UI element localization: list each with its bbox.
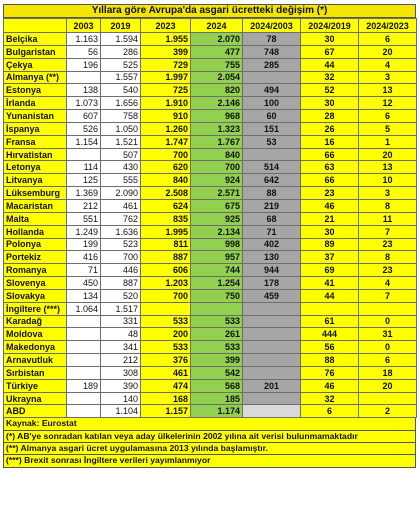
country-cell[interactable]: ABD — [4, 405, 67, 418]
table-row — [4, 328, 417, 341]
country-cell[interactable]: Slovakya — [4, 289, 67, 302]
change-2024-2023-cell[interactable]: 4 — [359, 277, 417, 290]
table-row — [4, 45, 417, 58]
change-2024-2019-cell[interactable]: 46 — [301, 199, 359, 212]
change-2024-2019-cell[interactable] — [301, 302, 359, 315]
note-1[interactable]: (*) AB'ye sonradan katılan veya aday ülkelerinin 2002 yılına ait verisi bulunmamaktadır — [3, 431, 416, 443]
value-2024-cell[interactable]: 924 — [191, 174, 243, 187]
change-2024-2023-cell[interactable]: 8 — [359, 251, 417, 264]
value-2003-cell[interactable]: 1.249 — [67, 225, 101, 238]
change-2024-2003-cell[interactable]: 60 — [243, 110, 301, 123]
country-cell[interactable]: Letonya — [4, 161, 67, 174]
header-2003[interactable]: 2003 — [67, 19, 101, 33]
change-2024-2003-cell[interactable]: 402 — [243, 238, 301, 251]
value-2023-cell[interactable]: 1.157 — [141, 405, 191, 418]
value-2024-cell[interactable]: 998 — [191, 238, 243, 251]
value-2024-cell[interactable]: 1.323 — [191, 122, 243, 135]
change-2024-2023-cell[interactable]: 1 — [359, 135, 417, 148]
value-2023-cell[interactable]: 620 — [141, 161, 191, 174]
value-2019-cell[interactable]: 48 — [101, 328, 141, 341]
value-2019-cell[interactable]: 212 — [101, 354, 141, 367]
change-2024-2003-cell[interactable] — [243, 366, 301, 379]
value-2003-cell[interactable] — [67, 315, 101, 328]
value-2023-cell[interactable]: 811 — [141, 238, 191, 251]
country-cell[interactable]: Lüksemburg — [4, 187, 67, 200]
country-cell[interactable]: Ukrayna — [4, 392, 67, 405]
change-2024-2019-cell[interactable]: 32 — [301, 71, 359, 84]
change-2024-2023-cell[interactable]: 6 — [359, 110, 417, 123]
change-2024-2023-cell[interactable]: 23 — [359, 264, 417, 277]
table-row — [4, 225, 417, 238]
change-2024-2003-cell[interactable] — [243, 302, 301, 315]
header-2024-2023[interactable]: 2024/2023 — [359, 19, 417, 33]
change-2024-2019-cell[interactable]: 6 — [301, 405, 359, 418]
value-2003-cell[interactable]: 1.163 — [67, 33, 101, 46]
value-2023-cell[interactable]: 533 — [141, 315, 191, 328]
change-2024-2023-cell[interactable]: 3 — [359, 71, 417, 84]
change-2024-2023-cell[interactable]: 20 — [359, 148, 417, 161]
change-2024-2023-cell[interactable] — [359, 302, 417, 315]
value-2023-cell[interactable]: 910 — [141, 110, 191, 123]
value-2023-cell[interactable]: 887 — [141, 251, 191, 264]
value-2003-cell[interactable]: 189 — [67, 379, 101, 392]
change-2024-2023-cell[interactable]: 10 — [359, 174, 417, 187]
change-2024-2023-cell[interactable]: 6 — [359, 354, 417, 367]
value-2019-cell[interactable]: 140 — [101, 392, 141, 405]
change-2024-2003-cell[interactable]: 130 — [243, 251, 301, 264]
change-2024-2019-cell[interactable]: 63 — [301, 161, 359, 174]
value-2003-cell[interactable] — [67, 392, 101, 405]
country-cell[interactable]: Polonya — [4, 238, 67, 251]
value-2023-cell[interactable]: 700 — [141, 148, 191, 161]
value-2003-cell[interactable] — [67, 328, 101, 341]
value-2023-cell[interactable]: 606 — [141, 264, 191, 277]
value-2003-cell[interactable]: 450 — [67, 277, 101, 290]
header-2024[interactable]: 2024 — [191, 19, 243, 33]
table-row — [4, 392, 417, 405]
change-2024-2003-cell[interactable]: 68 — [243, 212, 301, 225]
header-2024-2019[interactable]: 2024/2019 — [301, 19, 359, 33]
change-2024-2023-cell[interactable]: 20 — [359, 45, 417, 58]
value-2024-cell[interactable]: 2.134 — [191, 225, 243, 238]
change-2024-2019-cell[interactable]: 52 — [301, 84, 359, 97]
value-2024-cell[interactable]: 675 — [191, 199, 243, 212]
spreadsheet — [3, 4, 416, 468]
country-cell[interactable]: Fransa — [4, 135, 67, 148]
country-cell[interactable]: Çekya — [4, 58, 67, 71]
country-cell[interactable]: Karadağ — [4, 315, 67, 328]
value-2019-cell[interactable]: 461 — [101, 199, 141, 212]
value-2003-cell[interactable]: 416 — [67, 251, 101, 264]
value-2023-cell[interactable]: 1.955 — [141, 33, 191, 46]
change-2024-2003-cell[interactable]: 71 — [243, 225, 301, 238]
value-2003-cell[interactable] — [67, 354, 101, 367]
value-2024-cell[interactable]: 185 — [191, 392, 243, 405]
table-body — [4, 33, 417, 418]
value-2003-cell[interactable]: 114 — [67, 161, 101, 174]
value-2023-cell[interactable] — [141, 302, 191, 315]
table-row — [4, 341, 417, 354]
change-2024-2003-cell[interactable]: 459 — [243, 289, 301, 302]
value-2003-cell[interactable]: 71 — [67, 264, 101, 277]
value-2003-cell[interactable]: 199 — [67, 238, 101, 251]
country-cell[interactable]: Almanya (**) — [4, 71, 67, 84]
value-2019-cell[interactable]: 446 — [101, 264, 141, 277]
value-2023-cell[interactable]: 1.995 — [141, 225, 191, 238]
value-2003-cell[interactable]: 56 — [67, 45, 101, 58]
value-2024-cell[interactable]: 261 — [191, 328, 243, 341]
value-2024-cell[interactable]: 2.070 — [191, 33, 243, 46]
change-2024-2003-cell[interactable]: 944 — [243, 264, 301, 277]
change-2024-2023-cell[interactable]: 3 — [359, 187, 417, 200]
value-2003-cell[interactable]: 607 — [67, 110, 101, 123]
value-2003-cell[interactable]: 1.369 — [67, 187, 101, 200]
value-2003-cell[interactable]: 134 — [67, 289, 101, 302]
value-2024-cell[interactable]: 2.146 — [191, 97, 243, 110]
value-2003-cell[interactable] — [67, 148, 101, 161]
table-row — [4, 33, 417, 46]
value-2023-cell[interactable]: 1.747 — [141, 135, 191, 148]
value-2019-cell[interactable]: 430 — [101, 161, 141, 174]
change-2024-2003-cell[interactable]: 514 — [243, 161, 301, 174]
change-2024-2019-cell[interactable]: 56 — [301, 341, 359, 354]
value-2023-cell[interactable]: 1.997 — [141, 71, 191, 84]
value-2003-cell[interactable]: 1.064 — [67, 302, 101, 315]
value-2003-cell[interactable]: 138 — [67, 84, 101, 97]
value-2024-cell[interactable]: 542 — [191, 366, 243, 379]
value-2019-cell[interactable]: 1.656 — [101, 97, 141, 110]
table-row — [4, 238, 417, 251]
change-2024-2003-cell[interactable] — [243, 392, 301, 405]
table-row — [4, 148, 417, 161]
change-2024-2019-cell[interactable]: 44 — [301, 58, 359, 71]
table-row — [4, 289, 417, 302]
change-2024-2003-cell[interactable]: 642 — [243, 174, 301, 187]
value-2024-cell[interactable]: 477 — [191, 45, 243, 58]
value-2019-cell[interactable]: 1.050 — [101, 122, 141, 135]
table-row — [4, 366, 417, 379]
value-2019-cell[interactable]: 390 — [101, 379, 141, 392]
change-2024-2019-cell[interactable]: 69 — [301, 264, 359, 277]
value-2003-cell[interactable]: 551 — [67, 212, 101, 225]
country-cell[interactable]: Hollanda — [4, 225, 67, 238]
value-2023-cell[interactable]: 474 — [141, 379, 191, 392]
value-2024-cell[interactable]: 925 — [191, 212, 243, 225]
country-cell[interactable]: İspanya — [4, 122, 67, 135]
value-2023-cell[interactable]: 840 — [141, 174, 191, 187]
change-2024-2023-cell[interactable]: 13 — [359, 84, 417, 97]
value-2019-cell[interactable]: 523 — [101, 238, 141, 251]
value-2019-cell[interactable]: 2.090 — [101, 187, 141, 200]
change-2024-2023-cell[interactable]: 11 — [359, 212, 417, 225]
country-cell[interactable]: İrlanda — [4, 97, 67, 110]
value-2023-cell[interactable]: 461 — [141, 366, 191, 379]
value-2023-cell[interactable]: 700 — [141, 289, 191, 302]
value-2003-cell[interactable]: 196 — [67, 58, 101, 71]
value-2023-cell[interactable]: 200 — [141, 328, 191, 341]
change-2024-2019-cell[interactable]: 16 — [301, 135, 359, 148]
country-cell[interactable]: Belçika — [4, 33, 67, 46]
change-2024-2019-cell[interactable]: 66 — [301, 174, 359, 187]
change-2024-2023-cell[interactable]: 12 — [359, 97, 417, 110]
value-2019-cell[interactable]: 308 — [101, 366, 141, 379]
value-2024-cell[interactable]: 840 — [191, 148, 243, 161]
table-row — [4, 174, 417, 187]
value-2024-cell[interactable]: 744 — [191, 264, 243, 277]
table-row — [4, 135, 417, 148]
table-row — [4, 379, 417, 392]
change-2024-2003-cell[interactable]: 53 — [243, 135, 301, 148]
country-cell[interactable]: Yunanistan — [4, 110, 67, 123]
value-2019-cell[interactable]: 520 — [101, 289, 141, 302]
country-cell[interactable]: Moldova — [4, 328, 67, 341]
value-2024-cell[interactable]: 1.254 — [191, 277, 243, 290]
value-2023-cell[interactable]: 624 — [141, 199, 191, 212]
country-cell[interactable]: Estonya — [4, 84, 67, 97]
country-cell[interactable]: Arnavutluk — [4, 354, 67, 367]
change-2024-2003-cell[interactable]: 285 — [243, 58, 301, 71]
table-row — [4, 97, 417, 110]
change-2024-2023-cell[interactable]: 4 — [359, 58, 417, 71]
value-2019-cell[interactable]: 1.517 — [101, 302, 141, 315]
table-title: Yıllara göre Avrupa'da asgari ücretteki değişim (*) — [3, 4, 416, 18]
value-2019-cell[interactable]: 286 — [101, 45, 141, 58]
country-cell[interactable]: Türkiye — [4, 379, 67, 392]
table-row — [4, 71, 417, 84]
country-cell[interactable]: Slovenya — [4, 277, 67, 290]
table-row — [4, 315, 417, 328]
value-2019-cell[interactable]: 507 — [101, 148, 141, 161]
change-2024-2019-cell[interactable]: 28 — [301, 110, 359, 123]
table-row — [4, 110, 417, 123]
value-2023-cell[interactable]: 2.508 — [141, 187, 191, 200]
country-cell[interactable]: Malta — [4, 212, 67, 225]
change-2024-2019-cell[interactable]: 44 — [301, 289, 359, 302]
country-cell[interactable]: Portekiz — [4, 251, 67, 264]
change-2024-2019-cell[interactable]: 41 — [301, 277, 359, 290]
change-2024-2023-cell[interactable]: 13 — [359, 161, 417, 174]
table-row — [4, 187, 417, 200]
change-2024-2023-cell[interactable]: 6 — [359, 33, 417, 46]
value-2024-cell[interactable]: 2.054 — [191, 71, 243, 84]
value-2024-cell[interactable]: 1.767 — [191, 135, 243, 148]
value-2023-cell[interactable]: 1.260 — [141, 122, 191, 135]
country-cell[interactable]: Makedonya — [4, 341, 67, 354]
table-row — [4, 264, 417, 277]
value-2024-cell[interactable]: 750 — [191, 289, 243, 302]
change-2024-2019-cell[interactable]: 37 — [301, 251, 359, 264]
value-2024-cell[interactable]: 700 — [191, 161, 243, 174]
change-2024-2023-cell[interactable]: 7 — [359, 225, 417, 238]
value-2003-cell[interactable]: 1.154 — [67, 135, 101, 148]
value-2024-cell[interactable]: 568 — [191, 379, 243, 392]
value-2003-cell[interactable]: 212 — [67, 199, 101, 212]
value-2023-cell[interactable]: 729 — [141, 58, 191, 71]
value-2023-cell[interactable]: 1.203 — [141, 277, 191, 290]
value-2019-cell[interactable]: 1.594 — [101, 33, 141, 46]
change-2024-2003-cell[interactable]: 78 — [243, 33, 301, 46]
header-2023[interactable]: 2023 — [141, 19, 191, 33]
value-2024-cell[interactable]: 533 — [191, 341, 243, 354]
change-2024-2023-cell[interactable]: 2 — [359, 405, 417, 418]
value-2019-cell[interactable]: 1.557 — [101, 71, 141, 84]
change-2024-2019-cell[interactable]: 21 — [301, 212, 359, 225]
change-2024-2003-cell[interactable]: 178 — [243, 277, 301, 290]
change-2024-2019-cell[interactable]: 89 — [301, 238, 359, 251]
value-2024-cell[interactable] — [191, 302, 243, 315]
change-2024-2023-cell[interactable]: 31 — [359, 328, 417, 341]
change-2024-2019-cell[interactable]: 30 — [301, 225, 359, 238]
change-2024-2003-cell[interactable] — [243, 341, 301, 354]
change-2024-2019-cell[interactable]: 26 — [301, 122, 359, 135]
change-2024-2023-cell[interactable]: 8 — [359, 199, 417, 212]
country-cell[interactable]: Macaristan — [4, 199, 67, 212]
value-2023-cell[interactable]: 376 — [141, 354, 191, 367]
change-2024-2019-cell[interactable]: 88 — [301, 354, 359, 367]
header-2024-2003[interactable]: 2024/2003 — [243, 19, 301, 33]
table-row — [4, 405, 417, 418]
change-2024-2003-cell[interactable] — [243, 354, 301, 367]
change-2024-2003-cell[interactable]: 201 — [243, 379, 301, 392]
value-2024-cell[interactable]: 533 — [191, 315, 243, 328]
value-2003-cell[interactable]: 526 — [67, 122, 101, 135]
country-cell[interactable]: İngiltere (***) — [4, 302, 67, 315]
value-2019-cell[interactable]: 700 — [101, 251, 141, 264]
minimum-wage-table — [3, 18, 417, 418]
value-2003-cell[interactable]: 125 — [67, 174, 101, 187]
country-cell[interactable]: Sırbistan — [4, 366, 67, 379]
change-2024-2023-cell[interactable]: 20 — [359, 379, 417, 392]
country-cell[interactable]: Romanya — [4, 264, 67, 277]
country-cell[interactable]: Hırvatistan — [4, 148, 67, 161]
value-2024-cell[interactable]: 1.174 — [191, 405, 243, 418]
country-cell[interactable]: Bulgaristan — [4, 45, 67, 58]
value-2024-cell[interactable]: 399 — [191, 354, 243, 367]
change-2024-2023-cell[interactable]: 7 — [359, 289, 417, 302]
value-2023-cell[interactable]: 835 — [141, 212, 191, 225]
value-2024-cell[interactable]: 957 — [191, 251, 243, 264]
note-2[interactable]: (**) Almanya asgari ücret uygulamasına 2013 yılında başlamıştır. — [3, 443, 416, 455]
value-2003-cell[interactable] — [67, 71, 101, 84]
header-country[interactable] — [4, 19, 67, 33]
change-2024-2003-cell[interactable]: 88 — [243, 187, 301, 200]
value-2019-cell[interactable]: 758 — [101, 110, 141, 123]
change-2024-2003-cell[interactable]: 494 — [243, 84, 301, 97]
value-2019-cell[interactable]: 540 — [101, 84, 141, 97]
change-2024-2019-cell[interactable]: 30 — [301, 33, 359, 46]
change-2024-2003-cell[interactable] — [243, 148, 301, 161]
value-2023-cell[interactable]: 168 — [141, 392, 191, 405]
change-2024-2019-cell[interactable]: 30 — [301, 97, 359, 110]
table-row — [4, 84, 417, 97]
table-row — [4, 122, 417, 135]
value-2019-cell[interactable]: 555 — [101, 174, 141, 187]
value-2019-cell[interactable]: 525 — [101, 58, 141, 71]
value-2019-cell[interactable]: 887 — [101, 277, 141, 290]
change-2024-2003-cell[interactable] — [243, 328, 301, 341]
table-row — [4, 277, 417, 290]
country-cell[interactable]: Litvanya — [4, 174, 67, 187]
notes-section — [3, 418, 416, 468]
value-2024-cell[interactable]: 755 — [191, 58, 243, 71]
change-2024-2023-cell[interactable] — [359, 392, 417, 405]
change-2024-2019-cell[interactable]: 46 — [301, 379, 359, 392]
change-2024-2019-cell[interactable]: 61 — [301, 315, 359, 328]
change-2024-2023-cell[interactable]: 23 — [359, 238, 417, 251]
table-row — [4, 212, 417, 225]
value-2024-cell[interactable]: 968 — [191, 110, 243, 123]
change-2024-2003-cell[interactable]: 100 — [243, 97, 301, 110]
table-row — [4, 354, 417, 367]
value-2023-cell[interactable]: 725 — [141, 84, 191, 97]
change-2024-2003-cell[interactable]: 219 — [243, 199, 301, 212]
table-row — [4, 199, 417, 212]
value-2024-cell[interactable]: 820 — [191, 84, 243, 97]
value-2003-cell[interactable] — [67, 341, 101, 354]
change-2024-2023-cell[interactable]: 0 — [359, 315, 417, 328]
change-2024-2019-cell[interactable]: 67 — [301, 45, 359, 58]
value-2024-cell[interactable]: 2.571 — [191, 187, 243, 200]
change-2024-2003-cell[interactable] — [243, 71, 301, 84]
value-2003-cell[interactable] — [67, 366, 101, 379]
header-2019[interactable]: 2019 — [101, 19, 141, 33]
note-source[interactable]: Kaynak: Eurostat — [3, 418, 416, 430]
change-2024-2003-cell[interactable] — [243, 315, 301, 328]
change-2024-2023-cell[interactable]: 0 — [359, 341, 417, 354]
value-2019-cell[interactable]: 331 — [101, 315, 141, 328]
change-2024-2019-cell[interactable]: 444 — [301, 328, 359, 341]
change-2024-2019-cell[interactable]: 23 — [301, 187, 359, 200]
value-2019-cell[interactable]: 341 — [101, 341, 141, 354]
header-row — [4, 19, 417, 33]
note-3[interactable]: (***) Brexit sonrası İngiltere verileri yayımlanmıyor — [3, 455, 416, 467]
value-2023-cell[interactable]: 533 — [141, 341, 191, 354]
table-row — [4, 302, 417, 315]
value-2019-cell[interactable]: 1.521 — [101, 135, 141, 148]
change-2024-2019-cell[interactable]: 66 — [301, 148, 359, 161]
table-row — [4, 161, 417, 174]
value-2019-cell[interactable]: 762 — [101, 212, 141, 225]
table-row — [4, 58, 417, 71]
value-2023-cell[interactable]: 1.910 — [141, 97, 191, 110]
change-2024-2003-cell[interactable]: 151 — [243, 122, 301, 135]
value-2019-cell[interactable]: 1.104 — [101, 405, 141, 418]
change-2024-2003-cell[interactable] — [243, 405, 301, 418]
table-row — [4, 251, 417, 264]
change-2024-2019-cell[interactable]: 76 — [301, 366, 359, 379]
value-2019-cell[interactable]: 1.636 — [101, 225, 141, 238]
change-2024-2023-cell[interactable]: 18 — [359, 366, 417, 379]
value-2003-cell[interactable] — [67, 405, 101, 418]
change-2024-2003-cell[interactable]: 748 — [243, 45, 301, 58]
value-2023-cell[interactable]: 399 — [141, 45, 191, 58]
value-2003-cell[interactable]: 1.073 — [67, 97, 101, 110]
change-2024-2023-cell[interactable]: 5 — [359, 122, 417, 135]
change-2024-2019-cell[interactable]: 32 — [301, 392, 359, 405]
